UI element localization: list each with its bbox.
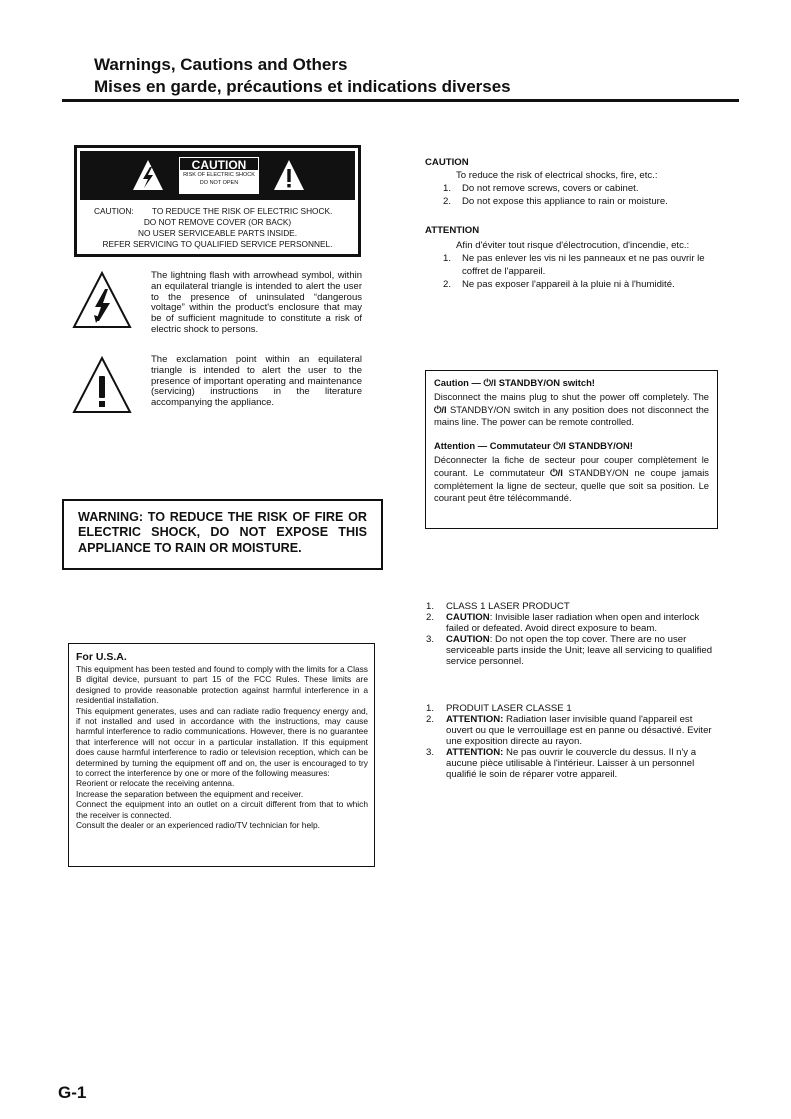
fcc-notice-p1: This equipment has been tested and found to comply with the limits for a Class B digital device, pursuant to part 15 of the FCC Rules. These limits are designed to provide reasonable protection against harmful interference in a residential installation. [76,664,368,706]
fcc-notice-heading: For U.S.A. [76,651,127,663]
laser-list-fr [426,703,716,780]
caution-label [74,145,361,257]
header-rule [62,99,739,102]
standby-power-icon: ⏻/I [434,403,447,415]
caution-label-line3: NO USER SERVICEABLE PARTS INSIDE. [137,228,298,238]
lightning-symbol-icon [72,271,132,329]
caution-label-line1: CAUTION: TO REDUCE THE RISK OF ELECTRIC SHOCK. [94,206,333,216]
page-title-en: Warnings, Cautions and Others [94,55,348,74]
lightning-symbol-text: The lightning flash with arrowhead symbol, within an equilateral triangle is intended to alert the user to the presence of uninsulated “dangerous voltage” within the product's enclosure that may be of sufficient magnitude to constitute a risk of electric shock to persons. [151,270,362,335]
fcc-measure-4: Consult the dealer or an experienced radio/TV technician for help. [76,820,320,831]
standby-text-en: Disconnect the mains plug to shut the power off completely. The ⏻/I STANDBY/ON switch in any position does not disconnect the mains line. The power can be remote controlled. [434,390,709,428]
caution-badge-title: CAUTION [179,157,259,171]
list-item: 3. ATTENTION: Ne pas ouvrir le couvercle du dessus. Il n'y a aucune pièce utilisable à l'intérieur. Laisser à un personnel qualifié le soin de réparer votre appareil. [426,747,697,780]
page-title-fr: Mises en garde, précautions et indications diverses [94,77,511,96]
caution-label-line4: REFER SERVICING TO QUALIFIED SERVICE PERSONNEL. [102,239,333,249]
caution-badge [179,157,259,194]
exclamation-symbol-text: The exclamation point within an equilateral triangle is intended to alert the user to the presence of important operating and maintenance (servicing) instructions in the literature accompanying the appliance. [151,354,362,409]
fcc-measure-1: Reorient or relocate the receiving antenna. [76,778,235,789]
exclamation-warning-icon [272,158,306,192]
standby-heading-fr: Attention — Commutateur ⏻/I STANDBY/ON! [434,440,633,452]
exclamation-symbol-icon [72,356,132,414]
caution-label-banner [80,151,355,200]
fcc-notice-box [68,643,375,867]
standby-heading-en: Caution — ⏻/I STANDBY/ON switch! [434,377,595,388]
caution-list [443,182,723,208]
list-item: 2. Ne pas exposer l'appareil à la pluie ni à l'humidité. [443,279,675,290]
list-item: 3. CAUTION: Do not open the top cover. There are no user serviceable parts inside the Unit; leave all servicing to qualified service personnel. [426,634,713,667]
standby-power-icon: ⏻/I [550,466,563,478]
caution-badge-sub2: DO NOT OPEN [199,180,239,186]
standby-switch-box [425,370,718,529]
standby-text-fr: Déconnecter la fiche de secteur pour couper complètement le courant. Le commutateur ⏻/I STANDBY/ON ne coupe jamais complètement la ligne de secteur, quelle que soit sa position. Le courant peut être télécommandé. [434,453,709,504]
attention-heading: ATTENTION [425,225,480,236]
fcc-notice-p2: This equipment generates, uses and can radiate radio frequency energy and, if not installed and used in accordance with the instructions, may cause harmful interference to radio communications. However, there is no guarantee that interference will not occur in a particular installation. If this equipment does cause harmful interference to radio or television reception, which can be determined by turning the equipment off and on, the user is encouraged to try to correct the interference by one or more of the following measures: [76,705,368,779]
fcc-measure-2: Increase the separation between the equipment and receiver. [76,788,304,799]
list-item: 2. CAUTION: Invisible laser radiation when open and interlock failed or defeated. Avoid direct exposure to beam. [426,612,700,634]
caution-label-line2: DO NOT REMOVE COVER (OR BACK) [143,217,292,227]
caution-intro: To reduce the risk of electrical shocks, fire, etc.: [456,170,658,181]
attention-list [443,252,708,291]
list-item: 2. Do not expose this appliance to rain or moisture. [443,196,668,207]
standby-power-icon: ⏻/I [483,377,497,388]
attention-intro: Afin d'éviter tout risque d'électrocution, d'incendie, etc.: [456,240,690,251]
list-item: 2. ATTENTION: Radiation laser invisible quand l'appareil est ouvert ou que le verrouillage est en panne ou désactivé. Eviter une exposition directe au rayon. [426,714,712,747]
standby-power-icon: ⏻/I [553,440,566,452]
caution-heading: CAUTION [425,157,469,168]
fcc-measure-3: Connect the equipment into an outlet on a circuit different from that to which the receiver is connected. [76,799,368,820]
warning-text: WARNING: TO REDUCE THE RISK OF FIRE OR ELECTRIC SHOCK, DO NOT EXPOSE THIS APPLIANCE TO RAIN OR MOISTURE. [78,510,367,555]
list-item: 1. Do not remove screws, covers or cabinet. [443,183,639,194]
list-item: 1. Ne pas enlever les vis ni les panneaux et ne pas ouvrir le coffret de l'appareil. [443,253,705,277]
page-number: G-1 [58,1083,87,1102]
caution-label-text [83,206,352,250]
list-item: 1. CLASS 1 LASER PRODUCT [426,601,570,612]
caution-badge-sub1: RISK OF ELECTRIC SHOCK [183,172,255,178]
list-item: 1. PRODUIT LASER CLASSE 1 [426,703,572,714]
lightning-warning-icon [131,158,165,192]
warning-box [62,499,383,570]
laser-list-en [426,601,716,667]
